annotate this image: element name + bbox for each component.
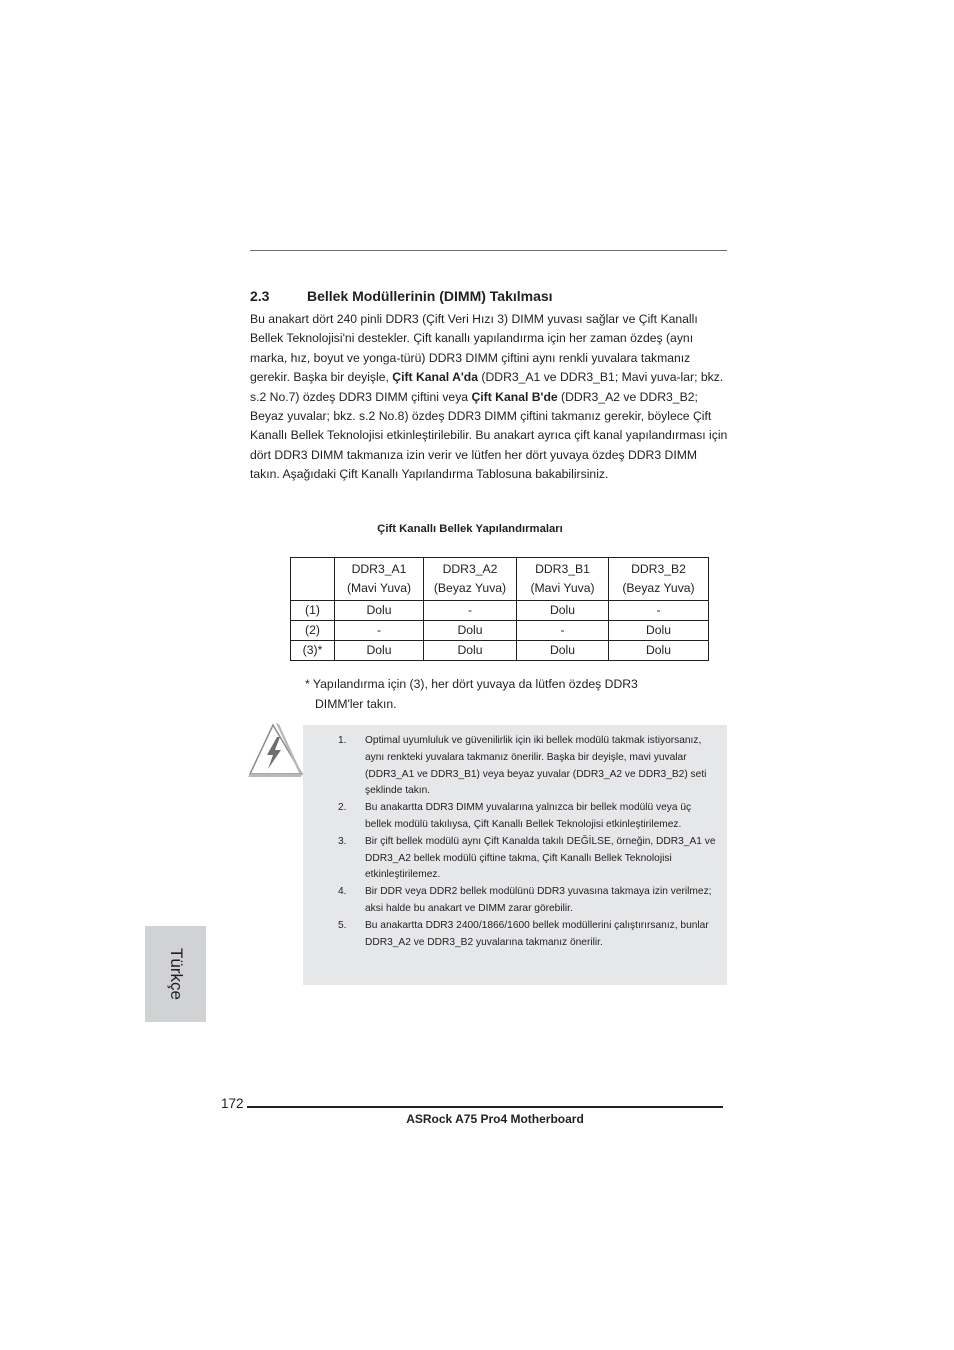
row-label: (2) [291, 621, 335, 641]
body-paragraph [250, 310, 730, 485]
note-item: 2. Bu anakartta DDR3 DIMM yuvalarına yalnızca bir bellek modülü veya üç bellek modülü takılıysa, Çift Kanallı Bellek Teknolojisi etkinleştirilemez. [338, 802, 692, 830]
table-cell: Dolu [335, 641, 424, 661]
table-row [291, 641, 709, 661]
footer-rule [247, 1106, 723, 1108]
table-cell: Dolu [517, 641, 609, 661]
table-footnote [305, 675, 705, 714]
table-cell: Dolu [424, 641, 517, 661]
table-cell: Dolu [335, 601, 424, 621]
section-title [250, 288, 553, 304]
table-row [291, 601, 709, 621]
table-row [291, 621, 709, 641]
table-cell: Dolu [517, 601, 609, 621]
body-text-3: (DDR3_A2 ve DDR3_B2; Beyaz yuvalar; bkz. s.2 No.8) özdeş DDR3 DIMM çiftini takmanız gerekir, böylece Çift Kanallı Bellek Teknolojisi etkinleştirilebilir. Bu anakart ayrıca çift kanal yapılandırması için dört DDR3 DIMM takmanıza izin verir ve lütfen her dört yuvaya özdeş DDR3 DIMM takın. Aşağıdaki Çift Kanallı Yapılandırma Tablosuna bakabilirsiniz. [250, 389, 728, 482]
body-bold-1: Çift Kanal A'da [392, 370, 479, 385]
table-header-cell: DDR3_A2 (Beyaz Yuva) [424, 558, 517, 601]
body-text-1: Bu anakart dört 240 pinli DDR3 (Çift Veri Hızı 3) DIMM yuvası sağlar ve Çift Kanallı Bellek Teknolojisi'ni destekler. Çift kanallı yapılandırma için her zaman özdeş (aynı marka, hız, boyut ve yonga-türü) DDR3 DIMM çiftini aynı renkli yuvalara takmanız gerekir. Başka bir deyişle, [250, 312, 698, 385]
table-cell: - [517, 621, 609, 641]
row-label: (3)* [291, 641, 335, 661]
config-table [290, 557, 709, 661]
language-tab [145, 926, 206, 1022]
caution-lightning-icon [246, 722, 304, 778]
table-corner-cell [291, 558, 335, 601]
table-cell: Dolu [424, 621, 517, 641]
table-header-cell: DDR3_A1 (Mavi Yuva) [335, 558, 424, 601]
footnote-line-2: DIMM'ler takın. [315, 696, 397, 711]
table-cell: - [424, 601, 517, 621]
page-number: 172 [221, 1096, 244, 1111]
table-cell: Dolu [609, 641, 709, 661]
footnote-line-1: * Yapılandırma için (3), her dört yuvaya da lütfen özdeş DDR3 [305, 677, 638, 691]
table-cell: Dolu [609, 621, 709, 641]
note-item: 1. Optimal uyumluluk ve güvenilirlik için iki bellek modülü takmak istiyorsanız, aynı renkteki yuvalara takmanız önerilir. Başka bir deyişle, mavi yuvalar (DDR3_A1 ve DDR3_B1) veya beyaz yuvalar (DDR3_A2 ve DDR3_B2) seti şeklinde takın. [338, 735, 707, 797]
table-cell: - [335, 621, 424, 641]
body-text-2: (DDR3_A1 ve DDR3_B1; Mavi yuva-lar; bkz. s.2 No.7) özdeş DDR3 DIMM çiftini veya [250, 370, 724, 404]
header-rule [250, 250, 727, 251]
table-header-cell: DDR3_B1 (Mavi Yuva) [517, 558, 609, 601]
notes-list [303, 725, 727, 951]
language-label: Türkçe [166, 948, 186, 1000]
table-header-cell: DDR3_B2 (Beyaz Yuva) [609, 558, 709, 601]
footer-text: ASRock A75 Pro4 Motherboard [406, 1112, 584, 1126]
section-heading: Bellek Modüllerinin (DIMM) Takılması [307, 288, 553, 304]
row-label: (1) [291, 601, 335, 621]
note-item: 3. Bir çift bellek modülü aynı Çift Kanalda takılı DEĞİLSE, örneğin, DDR3_A1 ve DDR3_A2 bellek modülü çiftine takma, Çift Kanallı Bellek Teknolojisi etkinleştirilemez. [338, 835, 716, 881]
body-bold-2: Çift Kanal B'de [471, 389, 558, 404]
note-item: 4. Bir DDR veya DDR2 bellek modülünü DDR3 yuvasına takmaya izin verilmez; aksi halde bu anakart ve DIMM zarar görebilir. [338, 886, 712, 914]
table-cell: - [609, 601, 709, 621]
table-header-row [291, 558, 709, 601]
notes-box [303, 725, 727, 985]
table-title: Çift Kanallı Bellek Yapılandırmaları [377, 523, 563, 535]
note-item: 5. Bu anakartta DDR3 2400/1866/1600 bellek modüllerini çalıştırırsanız, bunlar DDR3_A2 ve DDR3_B2 yuvalarına takmanız önerilir. [338, 919, 709, 948]
section-number: 2.3 [250, 288, 270, 304]
